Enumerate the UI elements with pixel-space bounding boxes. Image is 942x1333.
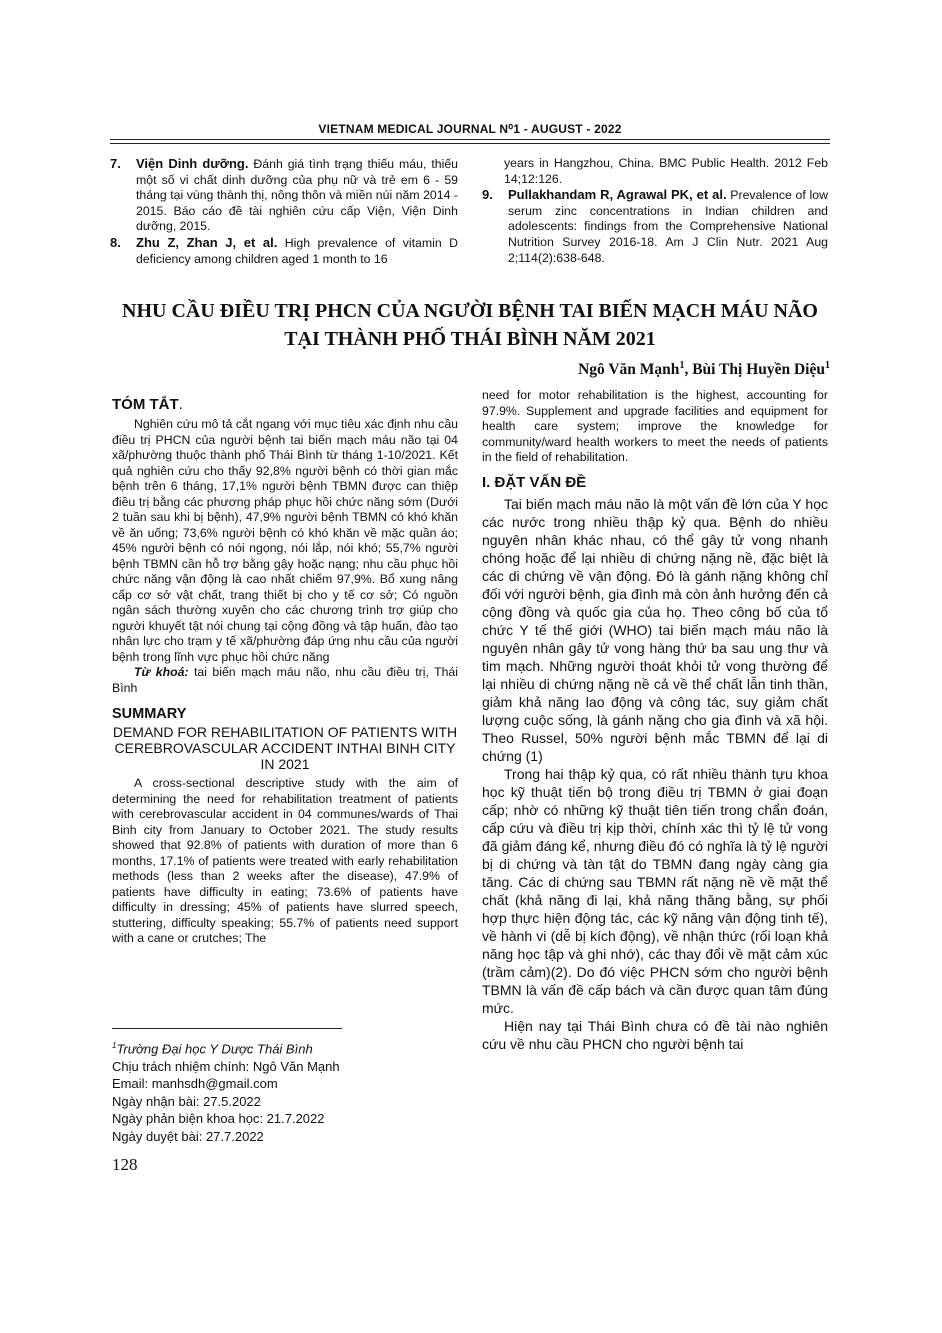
footnotes bbox=[112, 1037, 452, 1145]
reference-author: Viện Dinh dưỡng. bbox=[136, 156, 249, 171]
reference-text: Đánh giá tình trạng thiếu máu, thiếu một số vi chất dinh dưỡng của phụ nữ và trẻ em 6 - 59 tháng tại vùng thành thị, nông thôn và miền núi năm 2014 - 2015. Báo cáo đề tài nghiên cứu cấp Viện, Viện Dinh dưỡng, 2015. bbox=[136, 157, 458, 234]
keywords-text: tai biến mạch máu não, nhu cầu điều trị, Thái Bình bbox=[112, 665, 458, 695]
reference-number: 8. bbox=[110, 234, 121, 250]
references-left bbox=[110, 156, 458, 267]
affiliation: $^1$Trường Đại học Y Dược Thái Bình bbox=[112, 1041, 313, 1057]
responsible-author: Chịu trách nhiệm chính: Ngô Văn Mạnh bbox=[112, 1058, 340, 1074]
author-name: Ngô Văn Mạnh bbox=[578, 361, 680, 379]
body-paragraph: Trong hai thập kỷ qua, có rất nhiều thành tựu khoa học kỹ thuật tiến bộ trong điều trị TBMN ở giai đoạn cấp; nhờ có những kỹ thuật tiên tiến trong chẩn đoán, cấp cứu và điều trị kịp thời, chính xác thì tỷ lệ tử vong đã giảm đáng kể, nhưng điều đó có nghĩa là tỷ lệ người bị di chứng và tàn tật do TBMN đang ngày càng gia tăng. Các di chứng sau TBMN rất nặng nề về mặt thể chất (khả năng đi lại, khả năng thăng bằng, sự phối hợp thực hiện động tác, các kỹ năng vận động tinh tế), về hành vi (dễ bị kích động), về nhận thức (rối loạn khả năng học tập và ghi nhớ), các thay đổi về mặt cảm xúc (trầm cảm)(2). Do đó việc PHCN sớm cho người bệnh TBMN là vấn đề cấp bách và cần được quan tâm đúng mức. bbox=[482, 765, 828, 1016]
received-date: Ngày nhận bài: 27.5.2022 bbox=[112, 1093, 261, 1109]
reference-text: High prevalence of vitamin D deficiency among children aged 1 month to 16 bbox=[136, 235, 458, 266]
reference-item bbox=[110, 235, 458, 267]
page-number: 128 bbox=[112, 1155, 138, 1174]
reference-item bbox=[482, 187, 828, 266]
header-rule bbox=[110, 139, 830, 140]
reference-author: Pullakhandam R, Agrawal PK, et al. bbox=[508, 187, 727, 203]
summary-body-continued: need for motor rehabilitation is the highest, accounting for 97.9%. Supplement and upgrade facilities and equipment for health care system; improve the knowledge for community/ward health workers to meet the needs of patients in the field of rehabilitation. bbox=[482, 388, 828, 464]
footnote-rule bbox=[112, 1028, 342, 1029]
review-date: Ngày phản biện khoa học: 21.7.2022 bbox=[112, 1111, 325, 1127]
section-heading: I. ĐẶT VẤN ĐỀ bbox=[482, 473, 587, 491]
article-title-line2: TẠI THÀNH PHỐ THÁI BÌNH NĂM 2021 bbox=[284, 328, 656, 350]
keywords-label: Từ khoá: bbox=[134, 665, 189, 679]
summary-body: A cross-sectional descriptive study with the aim of determining the need for rehabilitation treatment of patients with cerebrovascular accident in 04 communes/wards of Thai Binh city from January to October 2021. The study results showed that 92.8% of patients with duration of more than 6 months, 17.1% of patients were treated with early rehabilitation methods (less than 2 weeks after the disease), 47.9% of patients have difficulty in eating; 73.6% of patients have difficulty in dressing; 45% of patients have slurred speech, stuttering, difficulty speaking; 55.7% of patients need support with a cane or crutches; The bbox=[112, 776, 458, 945]
abstract-heading: TÓM TẮT. bbox=[112, 396, 183, 413]
author-affiliation-mark: 1 bbox=[679, 360, 685, 371]
reference-number: 9. bbox=[482, 187, 493, 203]
author-affiliation-mark: 1 bbox=[825, 360, 830, 371]
left-column bbox=[112, 388, 458, 947]
header-rule-thin bbox=[110, 143, 830, 144]
reference-continuation: years in Hangzhou, China. BMC Public Health. 2012 Feb 14;12:126. bbox=[504, 156, 828, 186]
right-column bbox=[482, 388, 828, 1053]
authors: Ngô Văn Mạnh$^1$, Bùi Thị Huyền Diệu$^1$ bbox=[578, 360, 830, 379]
article-title-line1: NHU CẦU ĐIỀU TRỊ PHCN CỦA NGƯỜI BỆNH TAI BIẾN MẠCH MÁU NÃO bbox=[122, 300, 818, 322]
abstract-body: Nghiên cứu mô tả cắt ngang với mục tiêu xác định nhu cầu điều trị PHCN của người bệnh tai biến mạch máu não tại 04 xã/phường thuộc thành phố Thái Bình từ tháng 1-10/2021. Kết quả nghiên cứu cho thấy 92,8% người bệnh có thời gian mắc bệnh trên 6 tháng, 17,1% người bệnh TBMN được can thiệp điều trị bằng các phương pháp phục hồi chức năng sớm (Dưới 2 tuần sau khi bị bệnh), 47,9% người bệnh TBMN có khó khăn về ăn uống; 73,6% người bệnh có khó khăn về mặc quần áo; 45% người bệnh có nói ngọng, nói lắp, nói khó; 55,7% người bệnh TBMN cần hỗ trợ bằng gậy hoặc nạng; nhu cầu phục hồi chức năng vận động là cao nhất chiếm 97,9%. Bổ xung nâng cấp cơ sở vật chất, trang thiết bị cho y tế cơ sở; Có nguồn ngân sách thường xuyên cho các chương trình trợ giúp cho người khuyết tật nói chung tại cộng đồng và tập huấn, đào tạo nhân lực cho trạm y tế xã/phường đáp ứng nhu cầu của người bệnh trong lĩnh vực phục hồi chức năng bbox=[112, 417, 458, 664]
summary-heading: SUMMARY bbox=[112, 706, 187, 722]
approval-date: Ngày duyệt bài: 27.7.2022 bbox=[112, 1128, 264, 1144]
keywords bbox=[112, 665, 458, 696]
journal-header: VIETNAM MEDICAL JOURNAL N⁰1 - AUGUST - 2022 bbox=[318, 122, 622, 136]
summary-title: DEMAND FOR REHABILITATION OF PATIENTS WITH CEREBROVASCULAR ACCIDENT INTHAI BINH CITY IN 2021 bbox=[112, 724, 458, 772]
body-paragraph: Hiện nay tại Thái Bình chưa có đề tài nào nghiên cứu về nhu cầu PHCN cho người bệnh tai bbox=[482, 1017, 828, 1052]
reference-item bbox=[110, 156, 458, 235]
reference-author: Zhu Z, Zhan J, et al. bbox=[136, 234, 278, 250]
reference-text: Prevalence of low serum zinc concentrations in Indian children and adolescents: findings from the Comprehensive National Nutrition Survey 2016-18. Am J Clin Nutr. 2021 Aug 2;114(2):638-648. bbox=[508, 188, 828, 265]
reference-number: 7. bbox=[110, 156, 121, 171]
email: Email: manhsdh@gmail.com bbox=[112, 1076, 278, 1092]
body-paragraph: Tai biến mạch máu não là một vấn đề lớn của Y học các nước trong nhiều thập kỷ qua. Bệnh do nhiều nguyên nhân khác nhau, có thể gây tử vong nhanh chóng hoặc để lại nhiều di chứng nặng nề, đặc biệt là các di chứng về vận động. Đó là gánh nặng không chỉ đối với người bệnh, gia đình mà còn ảnh hưởng đến cả cộng đồng và quốc gia của họ. Theo công bố của tổ chức Y tế thế giới (WHO) tai biến mạch máu não là nguyên nhân gây tử vong hàng thứ ba sau ung thư và tim mạch. Những người thoát khỏi tử vong thường để lại nhiều di chứng nặng nề cả về thể chất lẫn tinh thần, giảm khả năng lao động và công tác, suy giảm chất lượng cuộc sống, là gánh nặng cho gia đình và xã hội. Theo Russel, 50% người bệnh mắc TBMN để lại di chứng (1) bbox=[482, 495, 828, 764]
author-name: Bùi Thị Huyền Diệu bbox=[692, 361, 825, 379]
references-right bbox=[482, 156, 828, 266]
